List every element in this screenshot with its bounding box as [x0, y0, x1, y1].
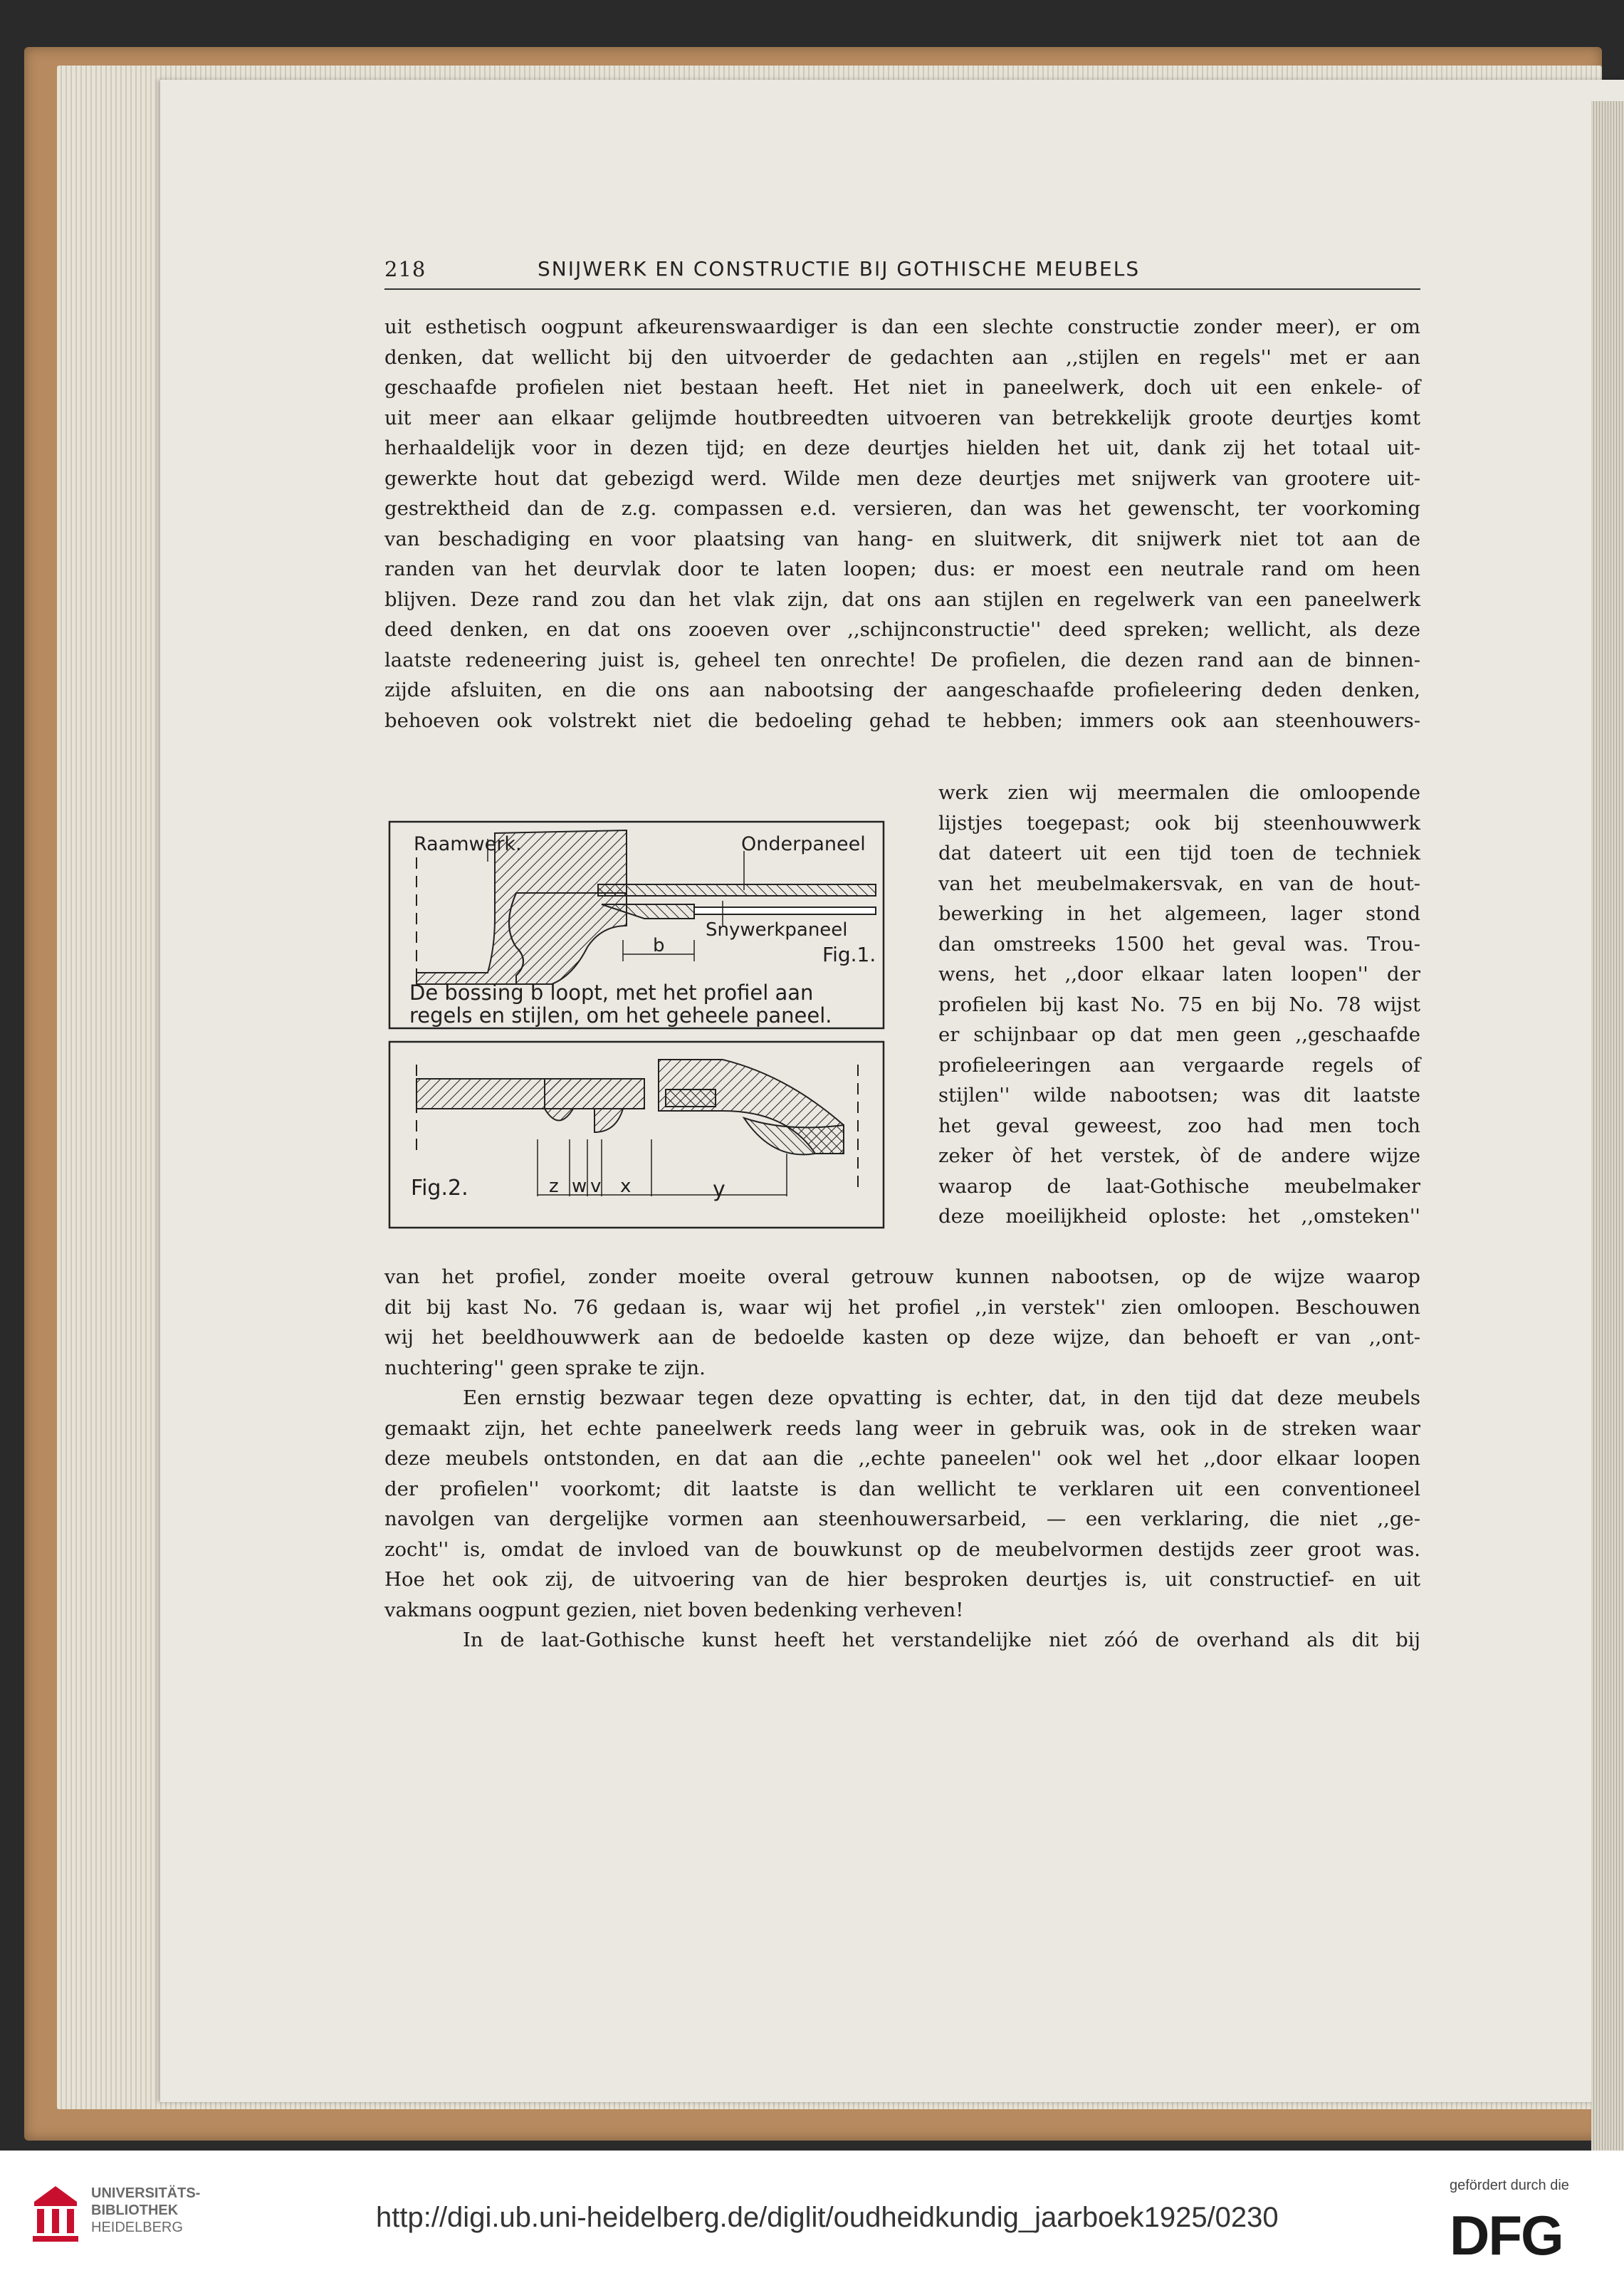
figure-1-caption-line2: regels en stijlen, om het geheele paneel.: [409, 1003, 832, 1028]
running-header: [384, 253, 1420, 290]
figure-1-caption-line1: De bossing b loopt, met het profiel aan: [409, 981, 814, 1005]
figure-2: [389, 1042, 884, 1228]
figure-1-label-fig: Fig.1.: [822, 943, 876, 966]
figure-2-label-y: y: [713, 1177, 725, 1202]
text-line: gemaakt zijn, het echte paneelwerk reeds lang weer in gebruik was, ook in de streken waar: [384, 1416, 1420, 1440]
running-title: SNIJWERK EN CONSTRUCTIE BIJ GOTHISCHE MEUBELS: [538, 257, 1141, 281]
text-line: Een ernstig bezwaar tegen deze opvatting is echter, dat, in den tijd dat deze meubels: [463, 1386, 1420, 1409]
text-line: der profielen'' voorkomt; dit laatste is dan wellicht te verklaren uit een conventioneel: [384, 1477, 1420, 1500]
text-line: zeker òf het verstek, òf de andere wijze: [938, 1144, 1420, 1167]
text-line: dan omstreeks 1500 het geval was. Trou-: [938, 932, 1420, 956]
figure-1-label-b: b: [653, 935, 665, 956]
figure-2-label-w: w: [572, 1176, 587, 1197]
text-line: het geval geweest, zoo had men toch: [938, 1114, 1420, 1137]
figure-1: [389, 822, 884, 1028]
text-line: dat dateert uit een tijd toen de techniek: [938, 842, 1420, 864]
library-name-line1: UNIVERSITÄTS-: [91, 2185, 201, 2201]
text-line: waarop de laat-Gothische meubelmaker: [938, 1174, 1420, 1198]
text-line: zocht'' is, omdat de invloed van de bouwkunst op de meubelvormen destijds zeer groot was.: [384, 1537, 1420, 1561]
text-line: bewerking in het algemeen, lager stond: [938, 902, 1420, 925]
figure-drawings: [388, 819, 886, 1230]
library-name: [91, 2185, 200, 2236]
text-line: lijstjes toegepast; ook bij steenhouwwerk: [938, 811, 1420, 835]
funding-note: gefördert durch die: [1450, 2178, 1569, 2193]
text-line: profielen bij kast No. 75 en bij No. 78 wijst: [938, 993, 1420, 1016]
paragraph-top: [384, 312, 1420, 736]
text-line: randen van het deurvlak door te laten loopen; dus: er moest een neutrale rand om heen: [384, 558, 1420, 580]
text-line: wens, het ,,door elkaar laten loopen'' der: [938, 963, 1420, 986]
dfg-logo: DFG: [1450, 2204, 1563, 2267]
text-line: deed denken, en dat ons zooeven over ,,schijnconstructie'' deed spreken; wellicht, als deze: [384, 618, 1420, 641]
figure-1-label-raamwerk: Raamwerk.: [414, 833, 522, 855]
text-line: Hoe het ook zij, de uitvoering van de hier besproken deurtjes is, uit constructief- en uit: [384, 1568, 1420, 1591]
figure-2-label-fig: Fig.2.: [411, 1176, 468, 1201]
footer-bar: [0, 2151, 1624, 2273]
text-line: In de laat-Gothische kunst heeft het verstandelijke niet zóó de overhand als dit bij: [463, 1629, 1420, 1651]
text-line: gewerkte hout dat gebezigd werd. Wilde men deze deurtjes met snijwerk van grootere uit-: [384, 466, 1420, 490]
text-line: deze moeilijkheid oploste: het ,,omsteken'': [938, 1205, 1420, 1228]
text-line: zijde afsluiten, en die ons aan nabootsing der aangeschaafde profieleering deden denken,: [384, 679, 1420, 701]
library-name-line3: HEIDELBERG: [91, 2220, 183, 2235]
text-line: herhaaldelijk voor in dezen tijd; en deze deurtjes hielden het uit, dank zij het totaal uit-: [384, 437, 1420, 459]
paragraph-right-column: [938, 778, 1420, 1232]
text-line: behoeven ook volstrekt niet die bedoeling gehad te hebben; immers ook aan steenhouwers-: [384, 709, 1420, 732]
text-line: profieleeringen aan vergaarde regels of: [938, 1053, 1420, 1077]
library-logo-icon: [27, 2180, 84, 2245]
text-line: gestrektheid dan de z.g. compassen e.d. versieren, dan was het gewenscht, ter voorkoming: [384, 497, 1420, 520]
text-line: geschaafde profielen niet bestaan heeft. Het niet in paneelwerk, doch uit een enkele- of: [384, 376, 1420, 399]
library-name-line2: BIBLIOTHEK: [91, 2203, 179, 2218]
text-line: werk zien wij meermalen die omloopende: [938, 781, 1420, 804]
figure-frame: [388, 819, 886, 1230]
page-number: 218: [384, 257, 426, 281]
figure-1-label-onderpaneel: Onderpaneel: [741, 833, 866, 855]
figure-2-label-v: v: [590, 1176, 602, 1197]
text-line: dit bij kast No. 76 gedaan is, waar wij het profiel ,,in verstek'' zien omloopen. Beschouwen: [384, 1295, 1420, 1319]
text-line: laatste redeneering juist is, geheel ten onrechte! De profielen, die dezen rand aan de binnen-: [384, 648, 1420, 672]
text-line: deze meubels ontstonden, en dat aan die ,,echte paneelen'' ook wel het ,,door elkaar loopen: [384, 1447, 1420, 1470]
text-line: wij het beeldhouwwerk aan de bedoelde kasten op deze wijze, dan behoeft er van ,,ont-: [384, 1326, 1420, 1349]
text-line: er schijnbaar op dat men geen ,,geschaafde: [938, 1023, 1420, 1046]
source-url-link[interactable]: http://digi.ub.uni-heidelberg.de/diglit/oudheidkundig_jaarboek1925/0230: [376, 2202, 1279, 2233]
text-line: uit esthetisch oogpunt afkeurenswaardiger is dan een slechte constructie zonder meer), er om: [384, 315, 1420, 338]
text-line: vakmans oogpunt gezien, niet boven bedenking verheven!: [384, 1598, 964, 1621]
figure-2-label-z: z: [549, 1176, 559, 1197]
text-line: van het profiel, zonder moeite overal getrouw kunnen nabootsen, op de wijze waarop: [384, 1265, 1420, 1288]
figure-2-label-x: x: [620, 1176, 632, 1197]
text-line: nuchtering'' geen sprake te zijn.: [384, 1356, 706, 1379]
text-line: blijven. Deze rand zou dan het vlak zijn, dat ons aan stijlen en regelwerk van een paneelwerk: [384, 587, 1420, 611]
figure-1-label-snywerkpaneel: Snywerkpaneel: [706, 919, 848, 941]
paragraph-bottom: [384, 1262, 1420, 1656]
text-line: navolgen van dergelijke vormen aan steenhouwersarbeid, — een verklaring, die niet ,,ge-: [384, 1508, 1420, 1530]
text-line: van het meubelmakersvak, en van de hout-: [938, 872, 1420, 895]
text-line: van beschadiging en voor plaatsing van hang- en sluitwerk, dit snijwerk niet tot aan de: [384, 527, 1420, 550]
text-line: uit meer aan elkaar gelijmde houtbreedten uitvoeren van betrekkelijk groote deurtjes komt: [384, 406, 1420, 429]
text-line: denken, dat wellicht bij den uitvoerder de gedachten aan ,,stijlen en regels'' met er aan: [384, 345, 1420, 369]
page-edges: [1591, 101, 1624, 2166]
text-line: stijlen'' wilde nabootsen; was dit laatste: [938, 1084, 1420, 1107]
